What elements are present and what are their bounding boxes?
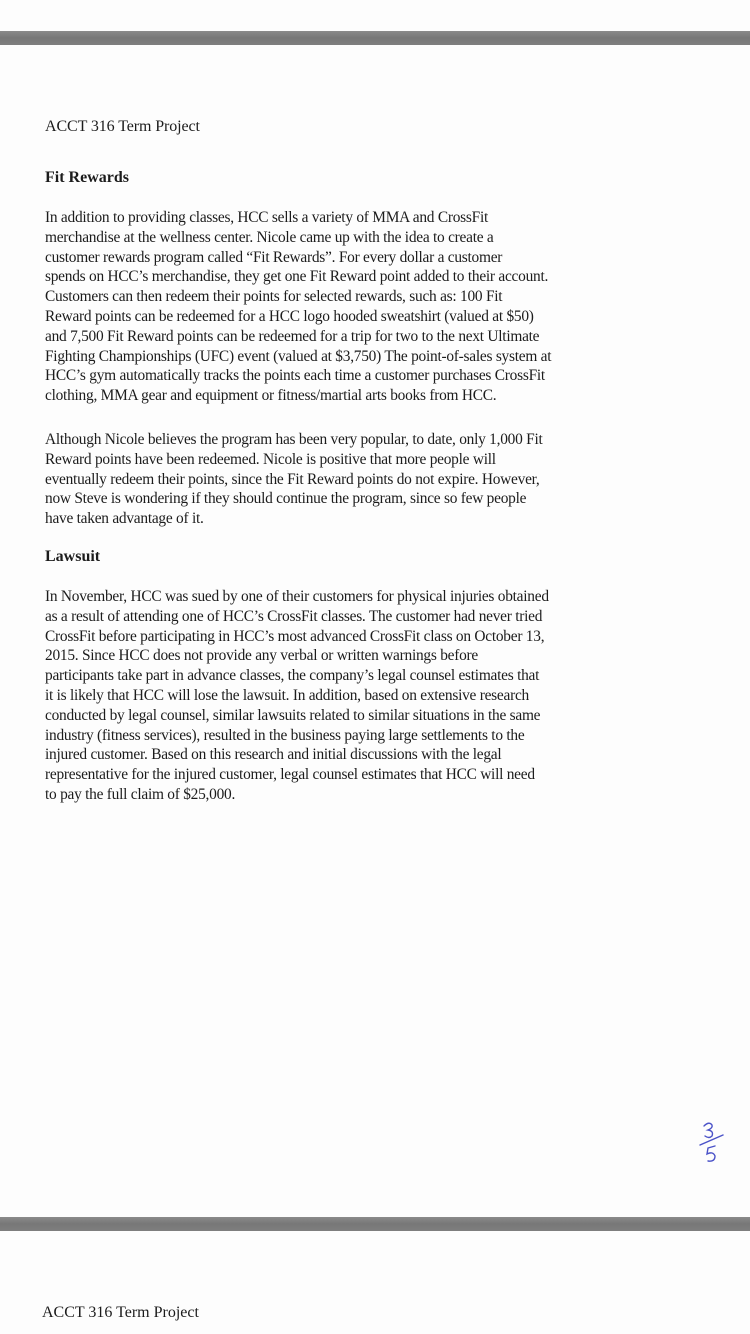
text-line: industry (fitness services), resulted in the business paying large settlements to the [45, 726, 525, 744]
text-line: CrossFit before participating in HCC’s most advanced CrossFit class on October 13, [45, 627, 545, 645]
text-line: Fighting Championships (UFC) event (valued at $3,750) The point-of-sales system at [45, 347, 552, 365]
next-document-page [0, 1231, 750, 1334]
page-separator-top [0, 31, 750, 45]
text-line: Although Nicole believes the program has been very popular, to date, only 1,000 Fit [45, 431, 543, 448]
text-line: now Steve is wondering if they should continue the program, since so few people [45, 490, 527, 508]
text-line: 2015. Since HCC does not provide any verbal or written warnings before [45, 647, 478, 665]
next-page-header: ACCT 316 Term Project [42, 1304, 199, 1321]
text-line: In November, HCC was sued by one of their customers for physical injuries obtained [45, 588, 549, 605]
text-line: to pay the full claim of $25,000. [45, 785, 236, 803]
document-page [0, 45, 750, 1217]
page-header: ACCT 316 Term Project [45, 118, 200, 135]
text-line: injured customer. Based on this research and initial discussions with the legal [45, 746, 502, 764]
handwritten-fraction-icon [697, 1118, 727, 1168]
text-line: have taken advantage of it. [45, 510, 204, 528]
text-line: merchandise at the wellness center. Nicole came up with the idea to create a [45, 228, 494, 246]
text-line: representative for the injured customer, legal counsel estimates that HCC will need [45, 766, 535, 784]
section-heading-fit-rewards: Fit Rewards [45, 169, 129, 186]
text-line: Reward points have been redeemed. Nicole is positive that more people will [45, 450, 496, 468]
text-line: participants take part in advance classes, the company’s legal counsel estimates that [45, 667, 540, 685]
text-line: and 7,500 Fit Reward points can be redeemed for a trip for two to the next Ultimate [45, 327, 540, 345]
text-line: In addition to providing classes, HCC sells a variety of MMA and CrossFit [45, 209, 489, 226]
paragraph-lawsuit [45, 587, 685, 805]
paragraph-fit-rewards-2 [45, 430, 685, 529]
text-line: spends on HCC’s merchandise, they get one Fit Reward point added to their account. [45, 268, 549, 286]
page-separator-bottom [0, 1217, 750, 1231]
text-line: as a result of attending one of HCC’s CrossFit classes. The customer had never tried [45, 607, 543, 625]
text-line: Customers can then redeem their points for selected rewards, such as: 100 Fit [45, 288, 503, 306]
text-line: it is likely that HCC will lose the lawsuit. In addition, based on extensive research [45, 686, 529, 704]
section-heading-lawsuit: Lawsuit [45, 548, 101, 565]
paragraph-fit-rewards-1 [45, 208, 685, 406]
text-line: clothing, MMA gear and equipment or fitness/martial arts books from HCC. [45, 387, 497, 405]
text-line: HCC’s gym automatically tracks the points each time a customer purchases CrossFit [45, 367, 545, 385]
text-line: eventually redeem their points, since the Fit Reward points do not expire. However, [45, 470, 540, 488]
text-line: customer rewards program called “Fit Rewards”. For every dollar a customer [45, 248, 503, 266]
text-line: Reward points can be redeemed for a HCC logo hooded sweatshirt (valued at $50) [45, 307, 534, 325]
handwritten-page-number [697, 1118, 727, 1168]
text-line: conducted by legal counsel, similar lawsuits related to similar situations in the same [45, 706, 541, 724]
